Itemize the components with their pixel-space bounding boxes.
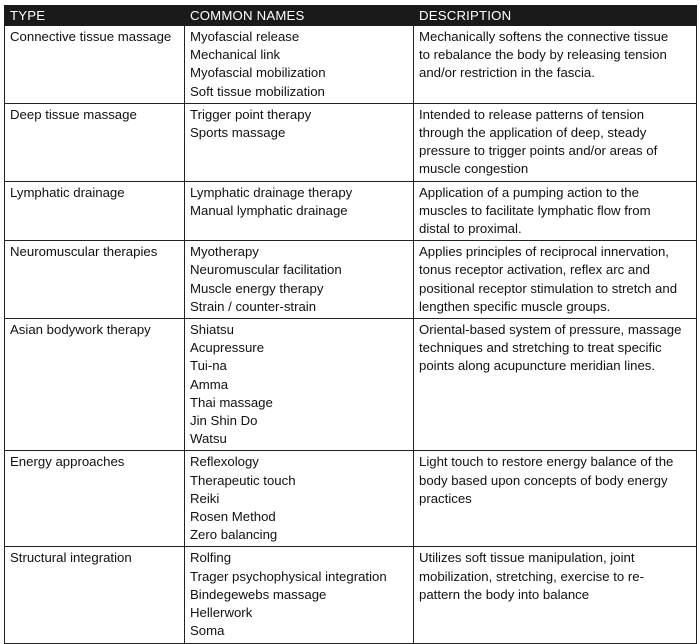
common-name: Rosen Method	[190, 509, 276, 525]
common-names-cell	[185, 181, 414, 241]
common-name: Lymphatic drainage therapy	[190, 184, 353, 200]
common-name: Trigger point therapy	[190, 106, 312, 122]
common-names-cell	[185, 319, 414, 451]
massage-type: Connective tissue massage	[10, 29, 172, 44]
type-cell	[5, 103, 185, 181]
description-line: and/or restriction in the fascia.	[419, 65, 595, 81]
description-line: through the application of deep, steady	[419, 125, 647, 141]
common-name: Shiatsu	[190, 322, 234, 338]
common-name: Jin Shin Do	[190, 413, 258, 429]
common-name: Neuromuscular facilitation	[190, 262, 342, 278]
common-name: Myofascial release	[190, 29, 300, 44]
type-cell	[5, 547, 185, 643]
common-name: Watsu	[190, 431, 227, 447]
massage-type: Asian bodywork therapy	[10, 322, 151, 338]
table-row	[5, 319, 697, 451]
common-name: Muscle energy therapy	[190, 280, 324, 296]
description-cell	[414, 451, 697, 547]
table-row	[5, 241, 697, 319]
common-name: Trager psychophysical integration	[190, 568, 387, 584]
description-cell	[414, 181, 697, 241]
common-name: Manual lymphatic drainage	[190, 202, 348, 218]
type-cell	[5, 26, 185, 104]
description-line: distal to proximal.	[419, 221, 522, 237]
common-name: Soma	[190, 623, 225, 639]
description-line: points along acupuncture meridian lines.	[419, 358, 656, 374]
description-line: positional receptor stimulation to stretch and	[419, 280, 678, 296]
type-cell	[5, 181, 185, 241]
common-name: Tui-na	[190, 358, 227, 374]
table-row	[5, 451, 697, 547]
description-line: to rebalance the body by releasing tension	[419, 47, 667, 63]
common-name: Acupressure	[190, 340, 265, 356]
common-names-cell	[185, 451, 414, 547]
description-cell	[414, 319, 697, 451]
common-name: Strain / counter-strain	[190, 298, 317, 314]
common-name: Reflexology	[190, 454, 259, 470]
massage-type: Energy approaches	[10, 454, 125, 470]
common-name: Zero balancing	[190, 527, 278, 543]
description-line: body based upon concepts of body energy	[419, 472, 668, 488]
common-names-cell	[185, 103, 414, 181]
description-line: Applies principles of reciprocal innervation,	[419, 244, 669, 260]
common-name: Sports massage	[190, 125, 286, 141]
common-name: Thai massage	[190, 394, 273, 410]
description-line: lengthen specific muscle groups.	[419, 298, 611, 314]
table-row	[5, 181, 697, 241]
common-names-cell	[185, 241, 414, 319]
common-name: Myofascial mobilization	[190, 65, 326, 81]
massage-type: Structural integration	[10, 550, 132, 566]
description-line: Mechanically softens the connective tissue	[419, 29, 669, 44]
description-line: Intended to release patterns of tension	[419, 106, 645, 122]
description-line: tonus receptor activation, reflex arc and	[419, 262, 650, 278]
description-line: Oriental-based system of pressure, massage	[419, 322, 682, 338]
description-line: muscles to facilitate lymphatic flow from	[419, 202, 651, 218]
massage-type: Lymphatic drainage	[10, 184, 125, 200]
table-row	[5, 26, 697, 104]
type-cell	[5, 451, 185, 547]
common-names-cell	[185, 26, 414, 104]
common-names-cell	[185, 547, 414, 643]
table-row	[5, 547, 697, 643]
table-row	[5, 103, 697, 181]
common-name: Bindegewebs massage	[190, 586, 327, 602]
massage-type: Neuromuscular therapies	[10, 244, 158, 260]
header-description: DESCRIPTION	[414, 6, 697, 26]
massage-types-table	[4, 5, 697, 644]
description-line: Utilizes soft tissue manipulation, joint	[419, 550, 635, 566]
common-name: Mechanical link	[190, 47, 281, 63]
description-cell	[414, 26, 697, 104]
table-body	[5, 26, 697, 644]
massage-type: Deep tissue massage	[10, 106, 137, 122]
common-name: Amma	[190, 376, 229, 392]
common-name: Soft tissue mobilization	[190, 83, 325, 99]
description-line: muscle congestion	[419, 161, 529, 177]
common-name: Therapeutic touch	[190, 472, 296, 488]
description-line: Light touch to restore energy balance of the	[419, 454, 674, 470]
description-line: mobilization, stretching, exercise to re-	[419, 568, 645, 584]
common-name: Myotherapy	[190, 244, 259, 260]
description-line: Application of a pumping action to the	[419, 184, 639, 200]
common-name: Rolfing	[190, 550, 232, 566]
description-line: pressure to trigger points and/or areas of	[419, 143, 658, 159]
header-common-names: COMMON NAMES	[185, 6, 414, 26]
header-row	[5, 6, 697, 26]
common-name: Reiki	[190, 490, 220, 506]
common-name: Hellerwork	[190, 605, 253, 621]
table-header	[5, 6, 697, 26]
type-cell	[5, 319, 185, 451]
description-line: pattern the body into balance	[419, 586, 590, 602]
description-cell	[414, 241, 697, 319]
description-line: practices	[419, 490, 472, 506]
header-type: TYPE	[5, 6, 185, 26]
description-cell	[414, 547, 697, 643]
type-cell	[5, 241, 185, 319]
description-cell	[414, 103, 697, 181]
description-line: techniques and stretching to treat specific	[419, 340, 662, 356]
